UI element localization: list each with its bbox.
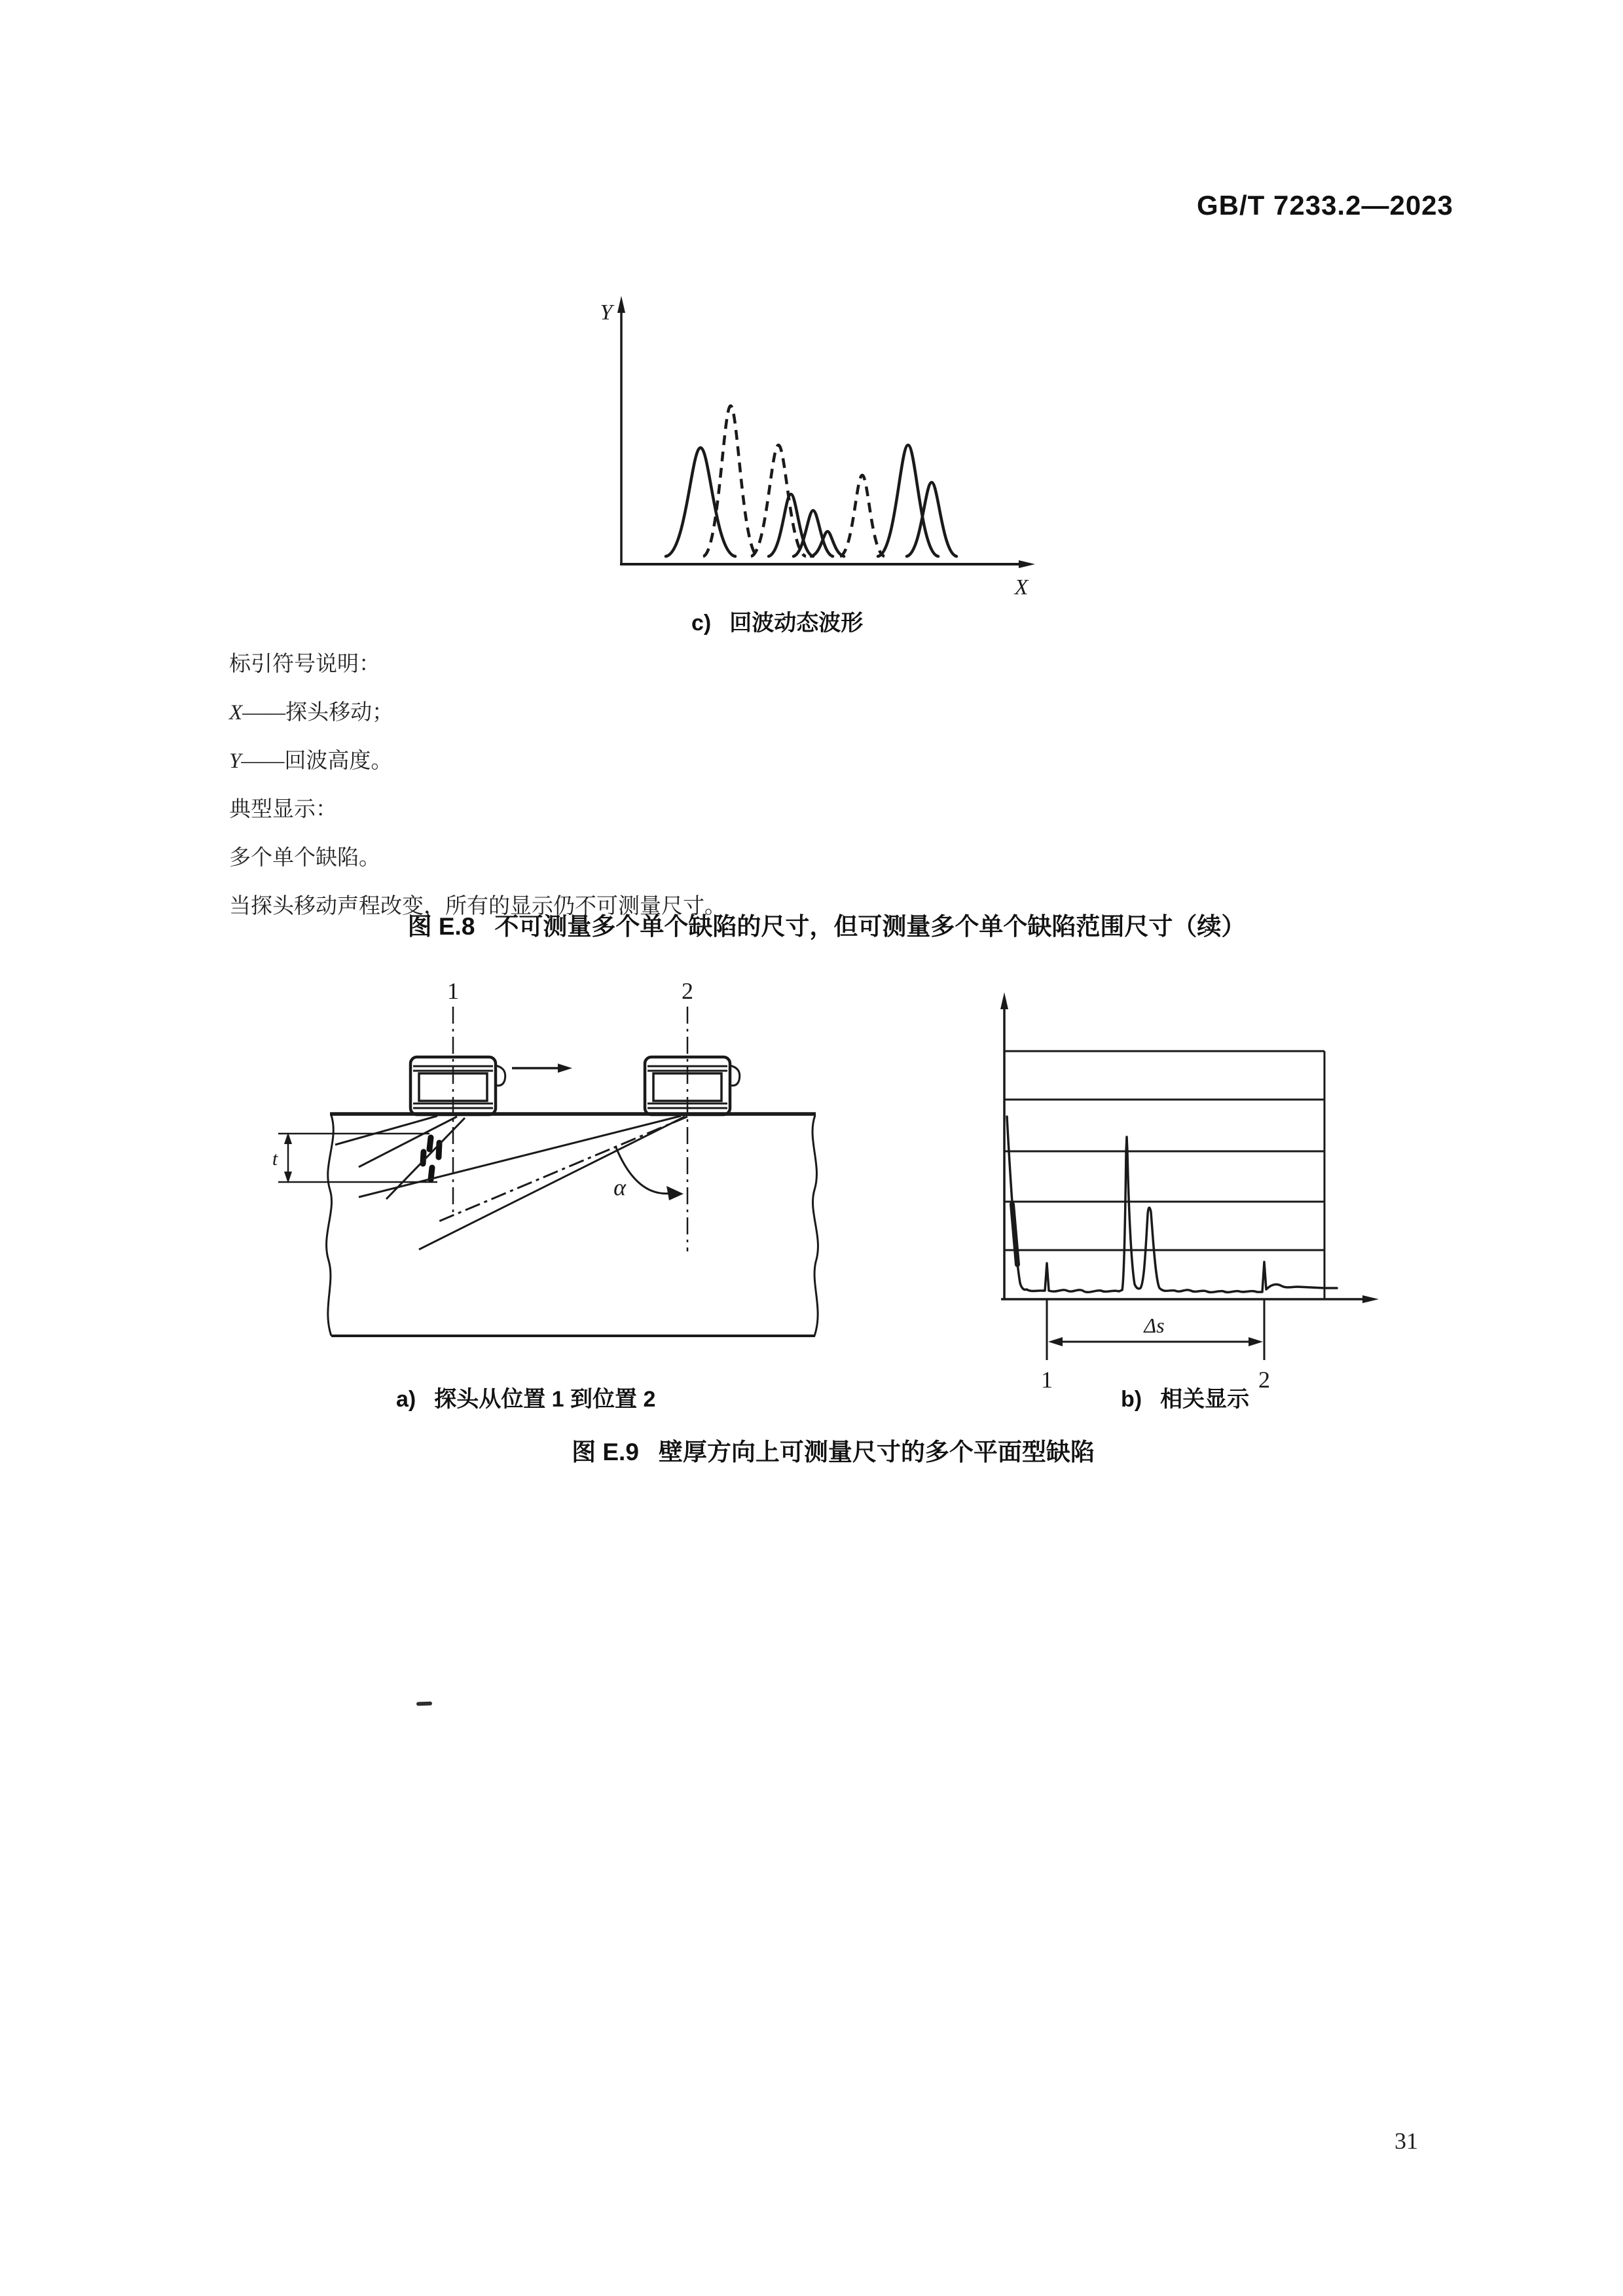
depth-dimension-label: t: [272, 1148, 278, 1170]
subfigure-b-caption: [1121, 1381, 1249, 1413]
probe-positions-diagram: [262, 969, 917, 1361]
subfigure-a-title: 探头从位置 1 到位置 2: [434, 1387, 656, 1412]
figure-e8-caption: [15, 906, 1623, 942]
figure-e8-title: 不可测量多个单个缺陷的尺寸，但可测量多个单个缺陷范围尺寸（续）: [494, 913, 1246, 940]
symbol-y-desc: ——回波高度。: [241, 749, 393, 773]
waveform-axes: [600, 296, 1035, 600]
probe-position-2: [645, 1057, 740, 1115]
subfigure-b-prefix: b): [1121, 1387, 1142, 1412]
figure-e9-title: 壁厚方向上可测量尺寸的多个平面型缺陷: [658, 1439, 1095, 1465]
angle-alpha-label: α: [613, 1174, 626, 1200]
display-y-arrow: [1000, 992, 1008, 1009]
symbol-key-item-x: [229, 695, 726, 725]
beam-angle-annotation: [613, 1146, 684, 1200]
symbol-y: Y: [229, 749, 242, 773]
display-x-arrow: [1362, 1295, 1379, 1303]
display-position-1-label: 1: [1041, 1367, 1053, 1393]
subfigure-c-prefix: c): [691, 611, 712, 636]
subfigure-a-prefix: a): [396, 1387, 416, 1412]
y-axis-label: Y: [600, 300, 613, 325]
probe-movement-arrow: [512, 1064, 572, 1073]
typical-display-desc: 多个单个缺陷。: [229, 846, 380, 870]
subfigure-a-caption: [396, 1381, 655, 1413]
block-right-break-edge: [812, 1115, 818, 1336]
echo-dynamic-waveform-figure: [589, 288, 1061, 602]
typical-display-title: 典型显示：: [229, 798, 337, 821]
related-display-diagram: [969, 956, 1414, 1401]
probe-position-1: [410, 1057, 505, 1115]
symbol-key-item-y: [229, 744, 726, 773]
position-1-label: 1: [447, 978, 459, 1004]
solid-echo-peaks: [666, 445, 957, 556]
figure-e8-number: 图 E.8: [407, 913, 475, 940]
display-position-2-label: 2: [1258, 1367, 1270, 1393]
figure-e9-number: 图 E.9: [572, 1439, 639, 1465]
figure-e9-caption: [22, 1432, 1623, 1467]
page-number: 31: [1395, 2128, 1418, 2154]
subfigure-c-caption: [691, 605, 863, 637]
delta-s-label: Δs: [1144, 1314, 1165, 1337]
y-axis-arrow: [617, 296, 625, 313]
delta-s-dimension: [1047, 1299, 1264, 1360]
beam-axis-centerline: [437, 1117, 687, 1222]
figure-note: 当探头移动声程改变，所有的显示仍不可测量尺寸。: [229, 895, 726, 918]
ascan-trace: [1007, 1117, 1337, 1292]
trace-bold-overdraw: [1012, 1204, 1017, 1265]
x-axis-label: X: [1014, 575, 1029, 600]
screen-grid: [1004, 1051, 1324, 1299]
dashed-echo-peaks: [703, 406, 884, 556]
test-block: [327, 1114, 818, 1336]
document-number-header: GB/T 7233.2—2023: [1197, 190, 1453, 221]
x-axis-arrow: [1019, 560, 1035, 568]
stray-ink-mark: [416, 1702, 432, 1706]
symbol-key-block: [229, 647, 726, 937]
subfigure-c-title: 回波动态波形: [729, 611, 864, 636]
display-axes: [1000, 992, 1379, 1303]
symbol-x: X: [229, 701, 243, 725]
block-left-break-edge: [327, 1115, 334, 1336]
symbol-x-desc: ——探头移动；: [242, 701, 394, 725]
position-2-label: 2: [682, 978, 693, 1004]
subfigure-b-title: 相关显示: [1160, 1387, 1250, 1412]
symbol-key-title: 标引符号说明：: [229, 653, 380, 676]
